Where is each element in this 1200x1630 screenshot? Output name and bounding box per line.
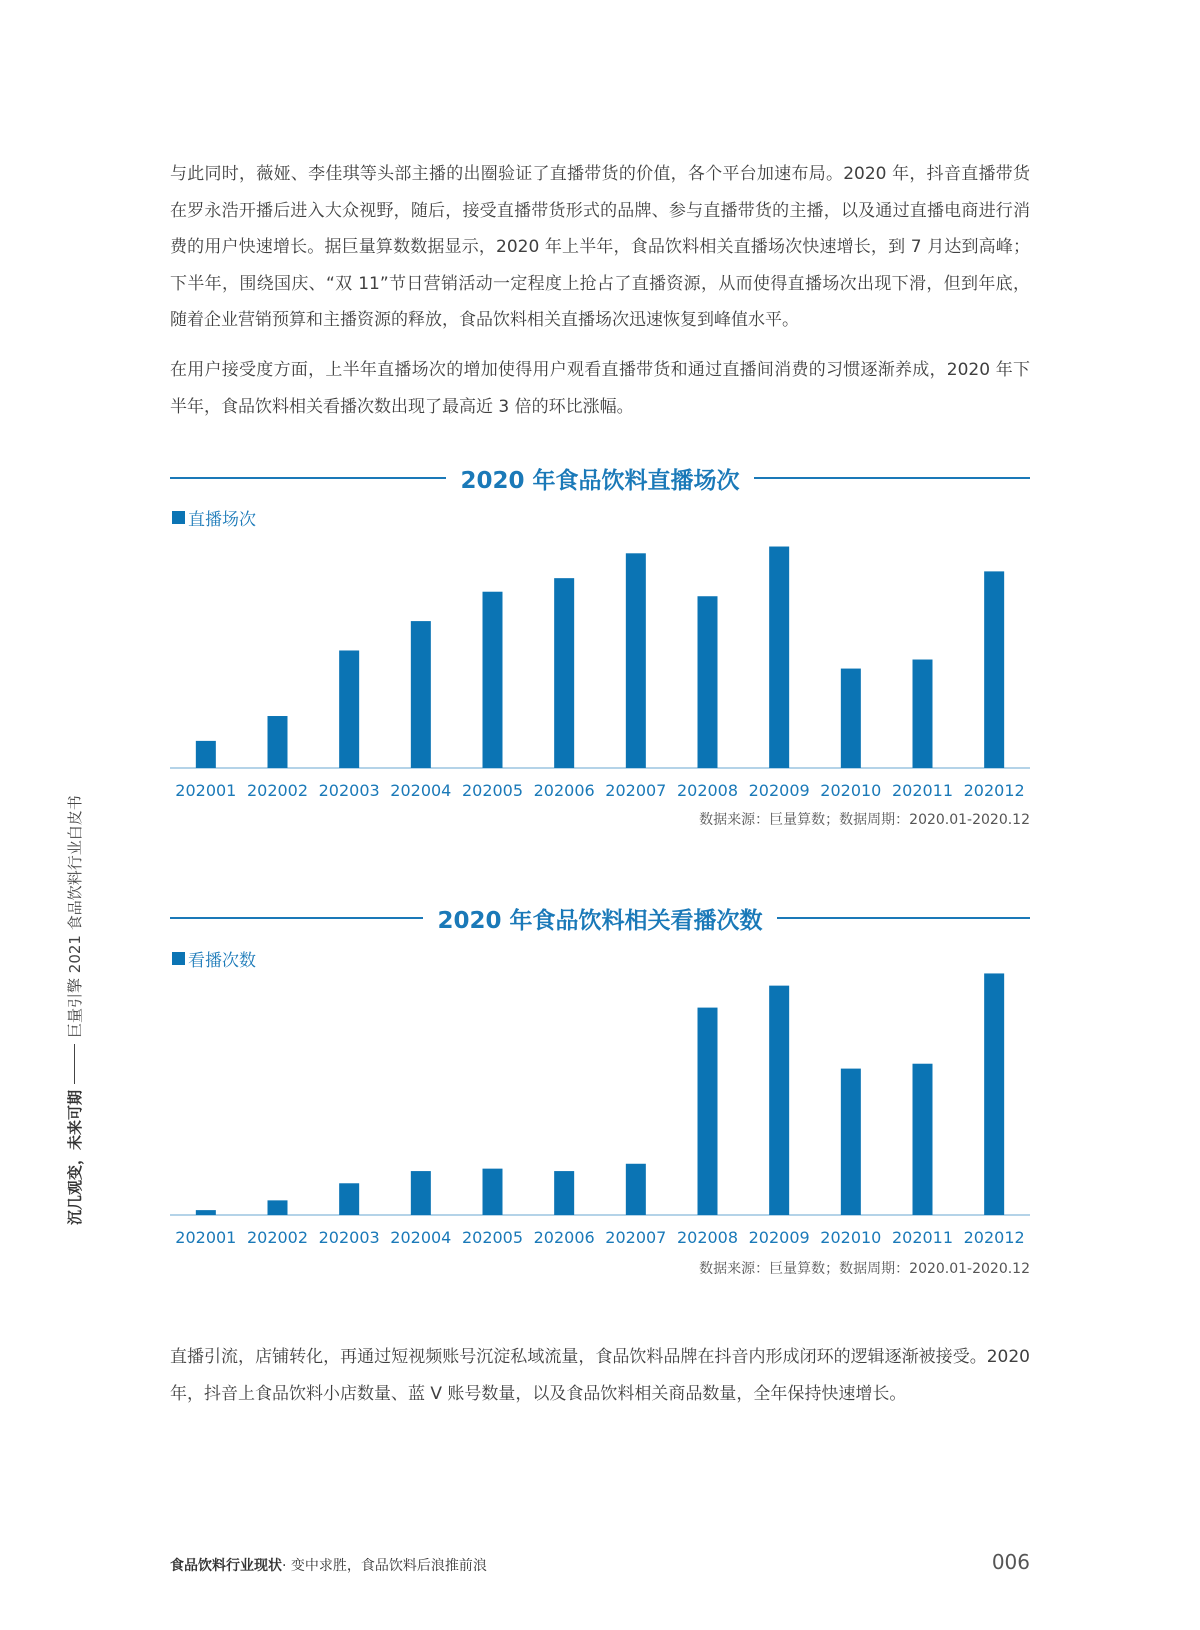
bar-202003	[339, 1183, 359, 1215]
chart-1-title: 2020 年食品饮料直播场次	[460, 467, 740, 494]
chart-2	[170, 968, 1030, 1260]
x-tick-label: 202004	[390, 781, 452, 800]
x-tick-label: 202007	[605, 781, 667, 800]
x-tick-label: 202002	[246, 1228, 309, 1247]
chart-1-legend	[172, 505, 256, 530]
x-tick-label: 202005	[461, 781, 524, 800]
x-tick-label: 202009	[748, 1228, 810, 1247]
bar-202009	[769, 986, 789, 1215]
paragraph-3: 直播引流，店铺转化，再通过短视频账号沉淀私域流量，食品饮料品牌在抖音内形成闭环的逻辑逐渐被接受。2020 年，抖音上食品饮料小店数量、蓝 V 账号数量，以及食品饮料相关商品数量，全年保持快速增长。	[170, 1347, 1030, 1404]
bar-202002	[268, 1200, 288, 1215]
bar-202008	[698, 596, 718, 768]
x-tick-label: 202006	[533, 781, 595, 800]
chart-2-title-bar	[170, 898, 1030, 938]
bar-202007	[626, 553, 646, 768]
chart-2-legend-label: 看播次数	[188, 951, 256, 971]
bar-202012	[984, 973, 1004, 1215]
x-tick-label: 202007	[605, 1228, 667, 1247]
side-title-divider	[74, 1044, 75, 1084]
bar-202010	[841, 1069, 861, 1215]
x-tick-label: 202004	[390, 1228, 452, 1247]
bar-202005	[483, 592, 503, 768]
x-tick-label: 202008	[676, 781, 739, 800]
bar-202011	[913, 1064, 933, 1215]
bar-202001	[196, 1210, 216, 1215]
title-rule-right	[754, 477, 1030, 479]
bar-202008	[698, 1008, 718, 1215]
x-tick-label: 202011	[891, 1228, 954, 1247]
chart-2-svg	[170, 968, 1030, 1260]
x-tick-label: 202001	[175, 781, 237, 800]
x-tick-label: 202003	[318, 781, 380, 800]
bar-202006	[554, 1171, 574, 1215]
paragraph-1: 与此同时，薇娅、李佳琪等头部主播的出圈验证了直播带货的价值，各个平台加速布局。2020 年，抖音直播带货在罗永浩开播后进入大众视野，随后，接受直播带货形式的品牌、参与直播带货的主播，以及通过直播电商进行消费的用户快速增长。据巨量算数数据显示，2020 年上半年，食品饮料相关直播场次快速增长，到 7 月达到高峰；下半年，围绕国庆、“双 11”节日营销活动一定程度上抢占了直播资源，从而使得直播场次出现下滑，但到年底，随着企业营销预算和主播资源的释放，食品饮料相关直播场次迅速恢复到峰值水平。	[170, 164, 1030, 330]
legend-swatch	[172, 511, 185, 524]
x-tick-label: 202001	[175, 1228, 237, 1247]
chart-1-legend-label: 直播场次	[188, 510, 256, 530]
bar-202001	[196, 741, 216, 768]
bar-202012	[984, 571, 1004, 768]
x-tick-label: 202011	[891, 781, 954, 800]
side-title-bold: 沉几观变，未来可期	[65, 1089, 84, 1225]
footer	[170, 1555, 487, 1575]
chart-1	[170, 540, 1030, 812]
title-rule-left	[170, 917, 423, 919]
bar-202007	[626, 1164, 646, 1215]
x-tick-label: 202003	[318, 1228, 380, 1247]
chart-2-source: 数据来源：巨量算数；数据周期：2020.01-2020.12	[699, 1261, 1030, 1277]
x-tick-label: 202012	[963, 1228, 1025, 1247]
bar-202009	[769, 547, 789, 768]
side-subtitle: 巨量引擎 2021 食品饮料行业白皮书	[65, 795, 84, 1038]
chart-2-title: 2020 年食品饮料相关看播次数	[437, 907, 763, 934]
bar-202002	[268, 716, 288, 768]
x-tick-label: 202010	[820, 1228, 882, 1247]
x-tick-label: 202010	[820, 781, 882, 800]
bar-202004	[411, 621, 431, 768]
legend-swatch	[172, 952, 185, 965]
title-rule-right	[777, 917, 1030, 919]
x-tick-label: 202012	[963, 781, 1025, 800]
paragraph-2: 在用户接受度方面，上半年直播场次的增加使得用户观看直播带货和通过直播间消费的习惯逐渐养成，2020 年下半年，食品饮料相关看播次数出现了最高近 3 倍的环比涨幅。	[170, 360, 1030, 417]
side-running-title	[62, 765, 86, 1225]
chart-1-source: 数据来源：巨量算数；数据周期：2020.01-2020.12	[699, 812, 1030, 828]
x-tick-label: 202005	[461, 1228, 524, 1247]
bar-202004	[411, 1171, 431, 1215]
footer-subtitle: · 变中求胜，食品饮料后浪推前浪	[282, 1558, 487, 1574]
bar-202006	[554, 578, 574, 768]
bar-202005	[483, 1169, 503, 1215]
page-number: 006	[991, 1550, 1030, 1574]
x-tick-label: 202008	[676, 1228, 739, 1247]
bar-202010	[841, 669, 861, 768]
x-tick-label: 202006	[533, 1228, 595, 1247]
bar-202003	[339, 650, 359, 768]
chart-1-svg	[170, 540, 1030, 812]
chart-1-title-bar	[170, 458, 1030, 498]
x-tick-label: 202009	[748, 781, 810, 800]
x-tick-label: 202002	[246, 781, 309, 800]
bar-202011	[913, 660, 933, 768]
footer-section: 食品饮料行业现状	[170, 1558, 282, 1574]
title-rule-left	[170, 477, 446, 479]
